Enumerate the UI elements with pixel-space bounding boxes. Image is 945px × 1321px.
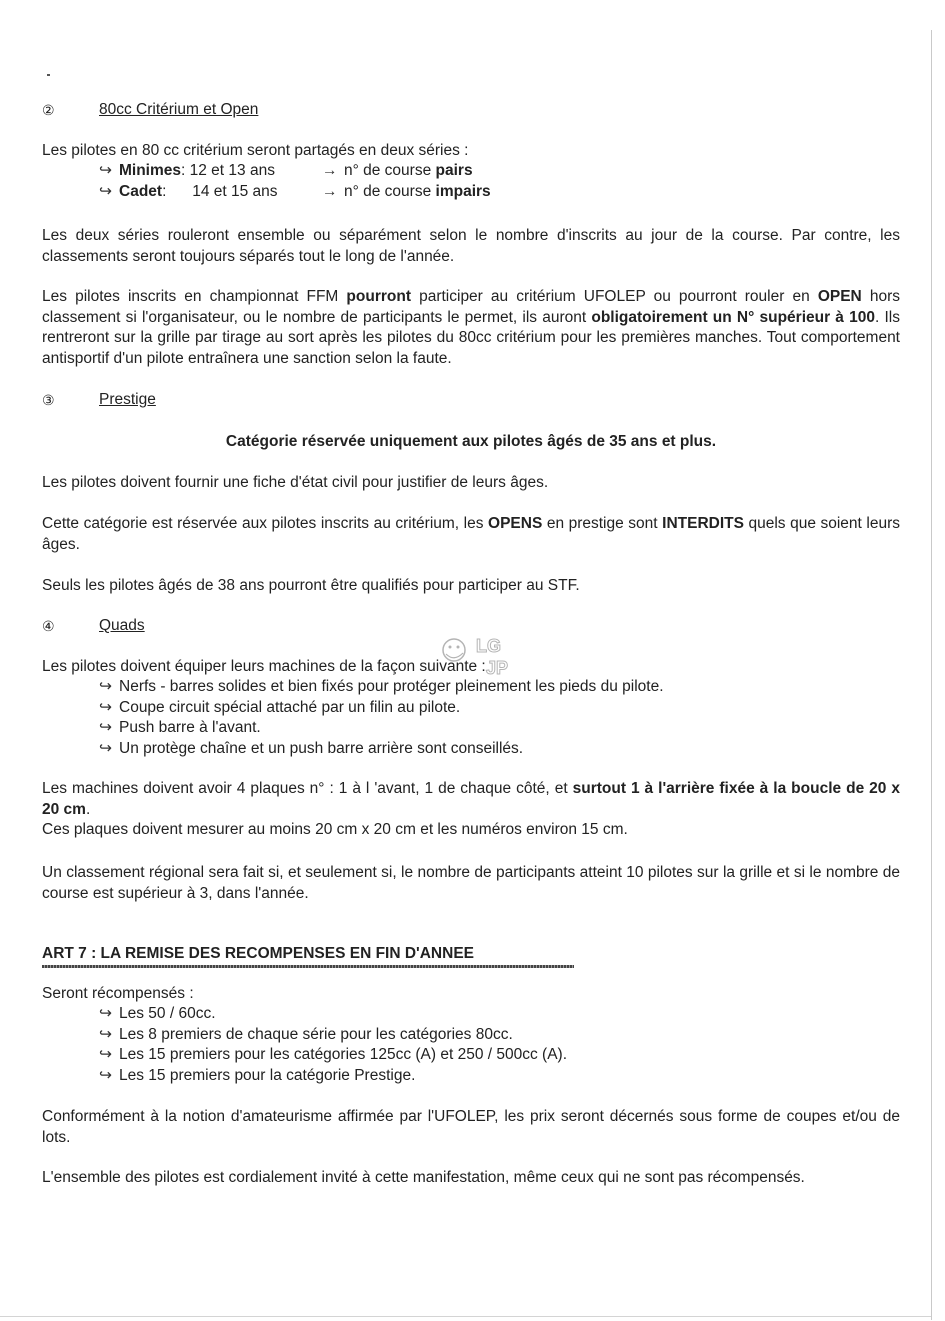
list-item-text: Coupe circuit spécial attaché par un filin au pilote.: [119, 698, 461, 716]
hook-arrow-icon: ↪: [99, 1066, 112, 1084]
list-item: [99, 1045, 567, 1066]
series-cadet: [99, 182, 278, 203]
hook-arrow-icon: ↪: [99, 1025, 112, 1043]
bold-run: OPEN: [817, 288, 862, 305]
list-item-text: Nerfs - barres solides et bien fixés pour protéger pleinement les pieds du pilote.: [119, 678, 664, 695]
paragraph-invitation: L'ensemble des pilotes est cordialement invité à cette manifestation, même ceux qui ne sont pas récompensés.: [42, 1169, 805, 1186]
list-item-text: Push barre à l'avant.: [119, 719, 261, 736]
rewards-list: [99, 1004, 567, 1086]
series-age: : 14 et 15 ans: [162, 183, 278, 200]
paragraph-stf: Seuls les pilotes âgés de 38 ans pourront être qualifiés pour participer au STF.: [42, 577, 580, 594]
series-minimes: [99, 161, 275, 182]
stamp-logo-icon: [436, 630, 522, 680]
list-item-text: Les 15 premiers pour les catégories 125cc (A) et 250 / 500cc (A).: [119, 1046, 567, 1063]
list-item: [99, 677, 664, 698]
bold-run: obligatoirement un N° supérieur à 100: [591, 308, 875, 326]
course-prefix: n° de course: [344, 162, 432, 179]
list-item: [99, 1025, 567, 1046]
text-run: Les pilotes inscrits en championnat FFM: [42, 288, 347, 305]
rewards-intro: Seront récompensés :: [42, 985, 194, 1002]
series-intro: Les pilotes en 80 cc critérium seront partagés en deux séries :: [42, 142, 469, 159]
paragraph-plaques: [42, 779, 900, 820]
hook-arrow-icon: ↪: [99, 719, 112, 736]
list-item: [99, 739, 664, 760]
paragraph-ffm-open: [42, 287, 900, 369]
quads-intro: Les pilotes doivent équiper leurs machines de la façon suivante :: [42, 658, 486, 675]
list-item: [99, 1066, 567, 1087]
quads-equipment-list: [99, 677, 664, 759]
bold-run: OPENS: [488, 515, 543, 532]
hook-arrow-icon: ↪: [99, 1005, 112, 1022]
series-cadet-course: [322, 182, 491, 203]
page-edge-bottom: [0, 1316, 931, 1317]
scan-speck: [47, 74, 50, 76]
paragraph-series-classement: Les deux séries rouleront ensemble ou séparément selon le nombre d'inscrits au jour de la course. Par contre, les classements seront toujours séparés tout le long de l'année.: [42, 227, 900, 265]
course-prefix: n° de course: [344, 183, 432, 200]
hook-arrow-icon: ↪: [99, 739, 112, 757]
list-item: [99, 718, 664, 739]
list-item: [99, 1004, 567, 1025]
paragraph-prix: Conformément à la notion d'amateurisme affirmée par l'UFOLEP, les prix seront décernés sous forme de coupes et/ou de lots.: [42, 1108, 900, 1146]
bold-run: surtout 1 à l'arrière fixée à la boucle de 20 x 20 cm: [42, 780, 900, 818]
text-run: . Ils rentreront sur la grille par tirage au sort après les pilotes du 80cc critérium pour les premières manches. Tout comportement antisportif d'un pilote entraînera une sanction selon la faute.: [42, 308, 900, 367]
hook-arrow-icon: ↪: [99, 162, 112, 179]
bold-run: pourront: [346, 288, 411, 305]
paragraph-etat-civil: Les pilotes doivent fournir une fiche d'état civil pour justifier de leurs âges.: [42, 474, 549, 491]
text-run: hors classement si l'organisateur, ou le nombre de participants le permet, ils auront: [42, 288, 900, 326]
prestige-headline: Catégorie réservée uniquement aux pilotes âgés de 35 ans et plus.: [225, 433, 717, 450]
list-item-text: Les 50 / 60cc.: [119, 1005, 216, 1022]
circled-number-3: ③: [42, 392, 55, 408]
title-underline: [42, 965, 574, 968]
paragraph-classement-regional: Un classement régional sera fait si, et seulement si, le nombre de participants atteint 10 pilotes sur la grille et si le nombre de course est supérieur à 3, dans l'année.: [42, 864, 900, 902]
hook-arrow-icon: ↪: [99, 183, 112, 200]
circled-number-2: ②: [42, 102, 55, 118]
list-item: [99, 698, 664, 719]
section-title: 80cc Critérium et Open: [99, 101, 259, 118]
hook-arrow-icon: ↪: [99, 698, 112, 716]
paragraph-prestige-opens: [42, 514, 900, 555]
list-item-text: Les 8 premiers de chaque série pour les catégories 80cc.: [119, 1025, 513, 1043]
series-label: Minimes: [119, 162, 182, 179]
list-item-text: Un protège chaîne et un push barre arrière sont conseillés.: [119, 739, 524, 757]
stamp-letters: LG: [476, 636, 501, 656]
text-run: Les machines doivent avoir 4 plaques n° : 1 à l 'avant, 1 de chaque côté, et: [42, 780, 573, 797]
paragraph-plaque-size: Ces plaques doivent mesurer au moins 20 cm x 20 cm et les numéros environ 15 cm.: [42, 821, 628, 838]
text-run: .: [85, 800, 91, 818]
hook-arrow-icon: ↪: [99, 1046, 112, 1063]
section-title: Quads: [99, 617, 145, 634]
right-arrow-icon: →: [322, 162, 338, 179]
course-type: pairs: [435, 162, 473, 179]
bold-run: INTERDITS: [662, 515, 744, 532]
text-run: quels que soient leurs âges.: [42, 515, 900, 553]
text-run: Cette catégorie est réservée aux pilotes inscrits au critérium, les: [42, 515, 489, 532]
right-arrow-icon: →: [322, 183, 338, 200]
series-age: : 12 et 13 ans: [181, 162, 275, 179]
stamp-letters: JP: [486, 658, 509, 678]
hook-arrow-icon: ↪: [99, 678, 112, 695]
section-title: Prestige: [99, 391, 156, 408]
series-minimes-course: [322, 161, 473, 182]
course-type: impairs: [435, 183, 491, 200]
article-7-title: ART 7 : LA REMISE DES RECOMPENSES EN FIN D'ANNEE: [42, 945, 474, 962]
page-edge-right: [931, 30, 932, 1320]
text-run: en prestige sont: [542, 515, 663, 532]
list-item-text: Les 15 premiers pour la catégorie Prestige.: [119, 1066, 416, 1084]
text-run: participer au critérium UFOLEP ou pourront rouler en: [411, 288, 818, 305]
series-label: Cadet: [119, 183, 163, 200]
circled-number-4: ④: [42, 618, 55, 634]
